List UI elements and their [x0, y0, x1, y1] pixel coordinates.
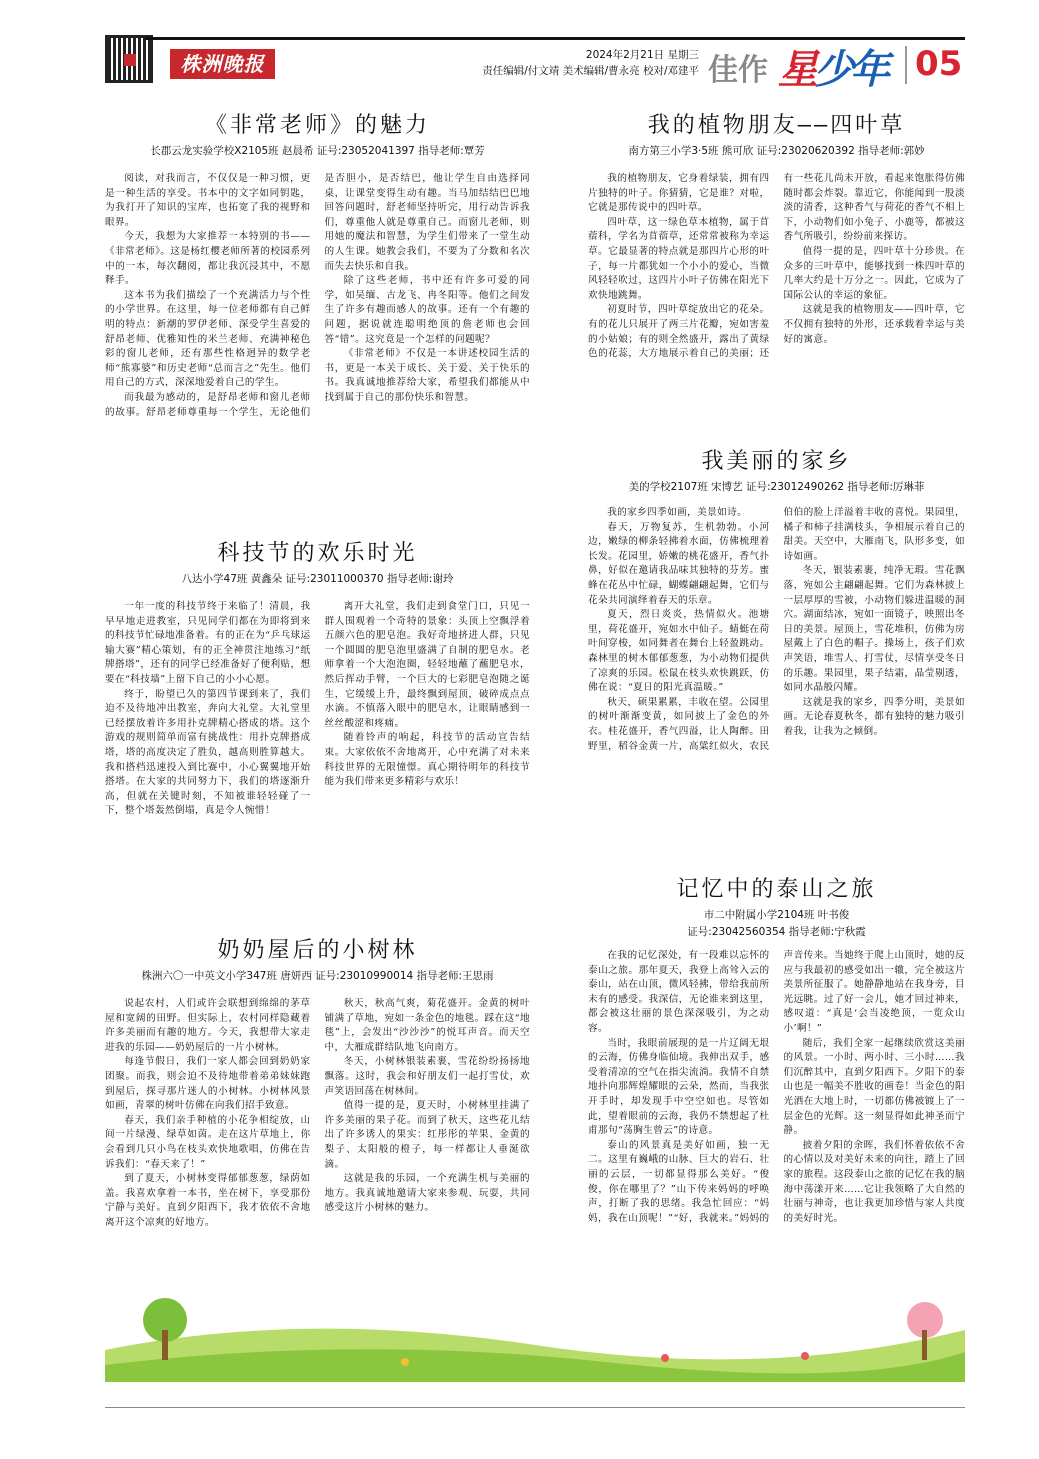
- paragraph: 我的家乡四季如画，美景如诗。: [607, 507, 748, 518]
- article-body: [588, 172, 965, 362]
- article-byline: 长郡云龙实验学校X2105班 赵晨希 证号:23052041397 指导老师:覃芳: [150, 145, 485, 157]
- article-byline: 株洲六〇一中英文小学347班 唐妍西 证号:23010990014 指导老师:王思雨: [141, 970, 494, 982]
- paragraph: 这就是我的植物朋友——四叶草，它不仅拥有独特的外形，还承载着幸运与美好的寓意。: [783, 304, 965, 345]
- article-byline: 美的学校2107班 宋博艺 证号:23012490262 指导老师:厉琳菲: [628, 481, 925, 493]
- issue-date: 2024年2月21日 星期三: [585, 49, 699, 61]
- paragraph: 春天，我们亲手种植的小花争相绽放，山间一片绿漫、绿草如茵。走在这片草地上，你会看到几只小鸟在枝头欢快地歌唱，仿佛在告诉我们：“春天来了！”: [105, 1114, 311, 1170]
- article-clover: [588, 108, 965, 362]
- paragraph: 泰山的风景真是美好如画，独一无二。这里有巍峨的山脉、巨大的岩石、壮丽的云层，一切都显得那么美好。“俊俊，你在哪里了？”山下传来妈妈的呼唤声，打断了我的思绪。我急忙回应：“妈妈，我在山顶呢！”“好，我就来。”妈妈的声音传来。当她终于爬上山顶时，她的反应与我最初的感受如出一辙，完全被这片美景所征服了。她静静地站在我身旁，目光远眺。过了好一会儿，她才回过神来，感叹道：“真是‘会当凌绝顶，一览众山小’啊！”: [588, 950, 965, 1224]
- article-reading: [105, 108, 530, 420]
- article-byline: 八达小学47班 黄鑫朵 证号:23011000370 指导老师:谢玲: [181, 573, 454, 585]
- paragraph: 这本书为我们描绘了一个充满活力与个性的小学世界。在这里，每一位老师都有自己鲜明的特点：新潮的罗伊老师、深受学生喜爱的舒昂老师、优雅知性的米兰老师、充满神秘色彩的窗儿老师，还有那些性格迥异的数学老师“熊寡婆”和历史老师“总而言之”先生。他们用自己的方式，深深地爱着自己的学生。: [105, 289, 311, 389]
- paragraph: 当时，我眼前展现的是一片辽阔无垠的云海，仿佛身临仙境。我伸出双手，感受着清凉的空气在指尖流淌。我情不自禁地扑向那辉煌耀眼的云朵，然而，当我张开手时，却发现手中空空如也。尽管如此，望着眼前的云海，我仍不禁想起了杜甫那句“荡胸生曾云”的诗意。: [588, 1037, 770, 1137]
- paragraph: 一年一度的科技节终于来临了！清晨，我早早地走进教室，只见同学们都在为即将到来的科技节忙碌地准备着。有的正在为“乒乓球运输大赛”精心策划，有的正全神贯注地练习“纸牌搭塔”，还有的同学已经准备好了便利贴，想要在“科技墙”上留下自己的小小心愿。: [105, 601, 311, 685]
- paragraph: 四叶草，这一绿色草本植物，属于苜蓿科，学名为苜蓿草，还常常被称为幸运草。它最显著的特点就是那四片心形的叶子，每一片都犹如一个小小的爱心，当微风轻轻吹过，这四片小叶子仿佛在阳光下欢快地跳舞。: [588, 216, 770, 301]
- paragraph: 说起农村，人们或许会联想到绵绵的茅草屋和宽阔的田野。但实际上，农村同样隐藏着许多美丽而有趣的地方。今天，我想带大家走进我的乐园——奶奶屋后的一片小树林。: [105, 998, 311, 1053]
- qr-code: [105, 35, 153, 83]
- article-title: 奶奶屋后的小树林: [217, 938, 418, 963]
- article-body: [588, 506, 965, 754]
- paragraph: 我的植物朋友，它身着绿装，拥有四片独特的叶子。你猜猜，它是谁？对啦，它就是那传说中的四叶草。: [588, 173, 770, 214]
- paragraph: 披着夕阳的余晖，我们怀着依依不舍的心情以及对美好未来的向往，踏上了回家的旅程。这段泰山之旅的记忆在我的脑海中荡漾开来……它让我领略了大自然的壮丽与神奇，也让我更加珍惜与家人共度的美好时光。: [783, 1139, 965, 1224]
- paragraph: 这就是我的家乡，四季分明，美景如画。无论春夏秋冬，都有独特的魅力吸引着我，让我为之倾倒。: [783, 696, 965, 737]
- article-hometown: [588, 444, 965, 754]
- paragraph: 春天，万物复苏，生机勃勃。小河边，嫩绿的柳条轻拂着水面，仿佛梳理着长发。花园里，娇嫩的桃花盛开，香气扑鼻，好似在邀请我品味其独特的芬芳。蜜蜂在花丛中忙碌，蝴蝶翩翩起舞，它们与花朵共同演绎着春天的乐章。: [588, 521, 770, 606]
- landscape-illustration: [105, 1290, 965, 1382]
- article-title: 我的植物朋友——四叶草: [647, 113, 906, 138]
- paragraph: 在我的记忆深处，有一段难以忘怀的泰山之旅。那年夏天，我登上高耸入云的泰山，站在山顶，微风轻拂，带给我前所未有的感受。我深信，无论谁来到这里，都会被这壮丽的景色深深吸引，为之动容。: [588, 950, 770, 1034]
- paragraph: 到了夏天，小树林变得郁郁葱葱，绿荫如盖。我喜欢拿着一本书，坐在树下，享受那份宁静与美好。直到夕阳西下，我才依依不舍地离开这个凉爽的好地方。: [105, 1173, 311, 1228]
- article-body: [588, 949, 965, 1226]
- header-divider: [905, 46, 907, 84]
- article-byline-2: 证号:23042560354 指导老师:宁秋霞: [687, 926, 866, 938]
- brand-logo: 星少年: [778, 47, 886, 93]
- paragraph: 冬天，银装素裹，纯净无瑕。雪花飘落，宛如公主翩翩起舞。它们为森林披上一层厚厚的雪被，小动物们躲进温暖的洞穴。湖面结冰，宛如一面镜子，映照出冬日的美景。屋顶上，雪花堆积，仿佛为房屋戴上了白色的帽子。操场上，孩子们欢声笑语，堆雪人、打雪仗，尽情享受冬日的乐趣。果园里，果子结霜，晶莹剔透，如同水晶般闪耀。: [783, 565, 965, 694]
- paragraph: 这就是我的乐园，一个充满生机与美丽的地方。我真诚地邀请大家来参观、玩耍，共同感受这片小树林的魅力。: [324, 1173, 530, 1214]
- paragraph: 秋天，秋高气爽，菊花盛开。金黄的树叶铺满了草地，宛如一条金色的地毯。踩在这“地毯”上，会发出“沙沙沙”的悦耳声音。而天空中，大雁成群结队地飞向南方。: [324, 998, 530, 1053]
- article-tech-festival: [105, 536, 530, 819]
- paragraph: 随后，我们全家一起继续欣赏这美丽的风景。一小时、两小时、三小时……我们沉醉其中，直到夕阳西下。夕阳下的泰山也是一幅美不胜收的画卷！当金色的阳光洒在大地上时，一切都仿佛被镀上了一层金色的光辉。这一刻显得如此神圣而宁静。: [783, 1037, 965, 1137]
- paragraph: 值得一提的是，夏天时，小树林里挂满了许多美丽的果子花。而到了秋天，这些花儿结出了许多诱人的果实：红彤彤的苹果、金黄的梨子、太阳般的橙子，每一样都让人垂涎欲滴。: [324, 1100, 530, 1170]
- paragraph: 秋天，硕果累累，丰收在望。公园里的树叶渐渐变黄，如同披上了金色的外衣。桂花盛开，香气四溢，让人陶醉。田野里，稻谷金黄一片，高粱红似火，农民伯伯的脸上洋溢着丰收的喜悦。果园里，橘子和柿子挂满枝头，争相展示着自己的甜美。天空中，大雁南飞，队形多变，如诗如画。: [588, 507, 965, 752]
- paragraph: 今天，我想为大家推荐一本特别的书——《非常老师》。这是杨红樱老师所著的校园系列中的一本，每次翻阅，都让我沉浸其中，不愿释手。: [105, 231, 311, 287]
- article-title: 科技节的欢乐时光: [217, 541, 418, 566]
- paragraph: 终于，盼望已久的第四节课到来了，我们迫不及待地冲出教室，奔向大礼堂。大礼堂里已经摆放着许多用扑克牌精心搭成的塔。这个游戏的规则简单而富有挑战性：用扑克牌搭成塔，塔的高度决定了胜负，越高则胜算越大。我和搭档迅速投入到比赛中，小心翼翼地开始搭塔。在大家的共同努力下，我们的塔逐渐升高，但就在关键时刻，不知被谁轻轻碰了一下，整个塔轰然倒塌，真是令人惋惜！: [105, 688, 311, 817]
- article-taishan: [588, 872, 965, 1226]
- paragraph: 随着铃声的响起，科技节的活动宣告结束。大家依依不舍地离开，心中充满了对未来科技世界的无限憧憬。真心期待明年的科技节能为我们带来更多精彩与欢乐！: [324, 732, 530, 788]
- article-title: 我美丽的家乡: [701, 449, 852, 474]
- article-body: [105, 600, 530, 819]
- paragraph: 除了这些老师，书中还有许多可爱的同学，如吴缅、古龙飞、冉冬阳等。他们之间发生了许多有趣而感人的故事。还有一个有趣的问题，据说就连聪明绝顶的詹老师也会回答“错”。这究竟是一个怎样的问题呢？: [324, 275, 530, 345]
- paragraph: 离开大礼堂，我们走到食堂门口，只见一群人围观着一个奇特的景象：头顶上空飘浮着五颜六色的肥皂泡。我好奇地挤进人群，只见一个圆圆的肥皂泡里盛满了自制的肥皂水。老师拿着一个大泡泡圈，轻轻地蘸了蘸肥皂水，然后挥动手臂，一个巨大的七彩肥皂泡随之诞生，它缓缓上升，最终飘到屋顶，破碎成点点水滴。不慎落入眼中的肥皂水，让眼睛感到一丝丝酸涩和疼痛。: [324, 601, 530, 729]
- article-title: 《非常老师》的魅力: [204, 113, 430, 138]
- paragraph: 每逢节假日，我们一家人都会回到奶奶家团聚。而我，则会迫不及待地带着弟弟妹妹跑到屋后，探寻那片迷人的小树林。小树林风景如画，青翠的树叶仿佛在向我们招手致意。: [105, 1056, 311, 1112]
- newspaper-logo: 株洲晚报: [170, 49, 275, 79]
- article-byline: 南方第三小学3·5班 熊可欣 证号:23020620392 指导老师:郭妙: [628, 145, 925, 157]
- paragraph: 夏天，烈日炎炎，热情似火。池塘里，荷花盛开，宛如水中仙子。蜻蜓在荷叶间穿梭，如同舞者在舞台上轻盈跳动。森林里的树木郁郁葱葱，为小动物们提供了凉爽的乐园。松鼠在枝头欢快跳跃，仿佛在说：“夏日的阳光真温暖。”: [588, 609, 770, 694]
- article-body: [105, 172, 530, 420]
- paragraph: 初夏时节，四叶草绽放出它的花朵。有的花儿只展开了两三片花瓣，宛如害羞的小姑娘；有的则全然盛开，露出了黄绿色的花蕊，大方地展示着自己的美丽；还有一些花儿尚未开放，看起来饱胀得仿佛随时都会炸裂。靠近它，你能闻到一股淡淡的清香，这种香气与荷花的香气不相上下，小动物们如小兔子、小鹿等，都被这香气所吸引，纷纷前来探访。: [588, 173, 965, 360]
- page-number: 05: [915, 44, 963, 84]
- article-byline: 市二中附属小学2104班 叶书俊: [703, 909, 850, 921]
- footer-rule: [105, 1407, 965, 1408]
- editor-credits: 责任编辑/付文靖 美术编辑/曹永亮 校对/邓建平: [482, 65, 699, 77]
- issue-meta: [482, 47, 699, 79]
- article-grove: [105, 933, 530, 1231]
- paragraph: 阅读，对我而言，不仅仅是一种习惯，更是一种生活的享受。书本中的文字如同钥匙，为我打开了知识的宝库，也拓宽了我的视野和眼界。: [105, 173, 311, 228]
- section-name: 佳作: [708, 53, 768, 88]
- paragraph: 《非常老师》不仅是一本讲述校园生活的书，更是一本关于成长、关于爱、关于快乐的书。我真诚地推荐给大家，希望我们都能从中找到属于自己的那份快乐和智慧。: [324, 348, 530, 403]
- paragraph: 值得一提的是，四叶草十分珍贵。在众多的三叶草中，能够找到一株四叶草的几率大约是十万分之一。因此，它成为了国际公认的幸运的象征。: [783, 245, 965, 301]
- article-title: 记忆中的泰山之旅: [676, 877, 877, 902]
- article-body: [105, 997, 530, 1231]
- paragraph: 冬天，小树林银装素裹，雪花纷纷扬扬地飘落。这时，我会和好朋友们一起打雪仗，欢声笑语回荡在树林间。: [324, 1056, 530, 1097]
- paragraph: 而我最为感动的，是舒昂老师和窗儿老师的故事。舒昂老师尊重每一个学生，无论他们是否胆小，是否结巴，他让学生自由选择同桌，让课堂变得生动有趣。当马加结结巴巴地回答问题时，舒老师坚持听完，用行动告诉我们，尊重他人就是尊重自己。而窗儿老师，则用她的魔法和智慧，为学生们带来了一堂生动的人生课。她教会我们，不要为了分数和名次而失去快乐和自我。: [105, 173, 530, 418]
